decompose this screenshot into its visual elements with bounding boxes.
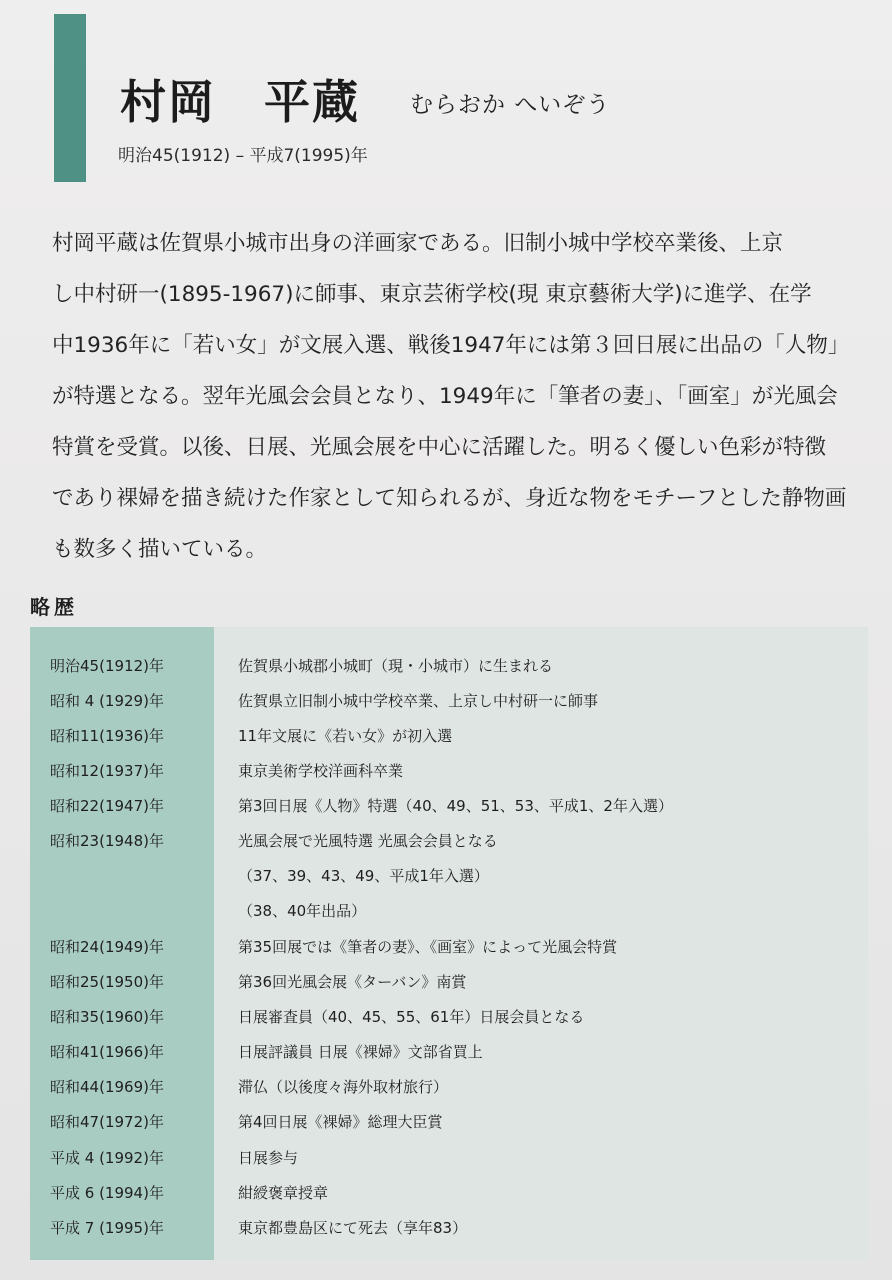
life-dates: 明治45(1912) – 平成7(1995)年 bbox=[118, 146, 368, 166]
biography-line: であり裸婦を描き続けた作家として知られるが、身近な物をモチーフとした静物画 bbox=[52, 486, 847, 511]
accent-bar bbox=[54, 14, 86, 182]
timeline-row bbox=[30, 789, 868, 824]
timeline-row bbox=[30, 894, 868, 929]
timeline-year: 昭和47(1972)年 bbox=[50, 1113, 164, 1131]
timeline-event: 佐賀県小城郡小城町（現・小城市）に生まれる bbox=[238, 657, 554, 675]
timeline-row bbox=[30, 1105, 868, 1140]
timeline-event: 第36回光風会展《ターバン》南賞 bbox=[238, 973, 467, 991]
timeline-row bbox=[30, 754, 868, 789]
timeline-year: 昭和35(1960)年 bbox=[50, 1008, 164, 1026]
timeline-event: 東京美術学校洋画科卒業 bbox=[238, 762, 404, 780]
timeline-year: 昭和11(1936)年 bbox=[50, 727, 164, 745]
timeline-year: 平成 7 (1995)年 bbox=[50, 1219, 164, 1237]
biography-line: し中村研一(1895-1967)に師事、東京芸術学校(現 東京藝術大学)に進学、在学 bbox=[52, 282, 812, 307]
timeline-year: 昭和23(1948)年 bbox=[50, 832, 164, 850]
timeline-event: 東京都豊島区にて死去（享年83） bbox=[238, 1219, 468, 1237]
name-reading: むらおか へいぞう bbox=[410, 92, 611, 118]
timeline-event: 光風会展で光風特選 光風会会員となる bbox=[238, 832, 498, 850]
artist-name: 村岡 平蔵 bbox=[120, 75, 360, 129]
timeline-event: 日展評議員 日展《裸婦》文部省買上 bbox=[238, 1043, 483, 1061]
biography bbox=[52, 218, 862, 575]
timeline-row bbox=[30, 1070, 868, 1105]
biography-line: が特選となる。翌年光風会会員となり、1949年に「筆者の妻」、「画室」が光風会 bbox=[52, 384, 838, 409]
biography-line: も数多く描いている。 bbox=[52, 537, 268, 562]
timeline-row bbox=[30, 824, 868, 859]
timeline-year: 昭和44(1969)年 bbox=[50, 1078, 164, 1096]
timeline-event: 第4回日展《裸婦》総理大臣賞 bbox=[238, 1113, 443, 1131]
timeline-event: 日展審査員（40、45、55、61年）日展会員となる bbox=[238, 1008, 585, 1026]
timeline-year: 昭和 4 (1929)年 bbox=[50, 692, 164, 710]
timeline-year: 昭和25(1950)年 bbox=[50, 973, 164, 991]
timeline-year: 明治45(1912)年 bbox=[50, 657, 164, 675]
timeline-year: 平成 4 (1992)年 bbox=[50, 1149, 164, 1167]
timeline-year: 昭和22(1947)年 bbox=[50, 797, 164, 815]
timeline-event: （38、40年出品） bbox=[238, 902, 367, 920]
timeline-event: 第3回日展《人物》特選（40、49、51、53、平成1、2年入選） bbox=[238, 797, 673, 815]
biography-line: 中1936年に「若い女」が文展入選、戦後1947年には第３回日展に出品の「人物」 bbox=[52, 333, 850, 358]
timeline-row bbox=[30, 859, 868, 894]
timeline-event: （37、39、43、49、平成1年入選） bbox=[238, 867, 489, 885]
timeline-year: 平成 6 (1994)年 bbox=[50, 1184, 164, 1202]
timeline-event: 11年文展に《若い女》が初入選 bbox=[238, 727, 453, 745]
timeline-event: 日展参与 bbox=[238, 1149, 299, 1167]
timeline-row bbox=[30, 684, 868, 719]
timeline-row bbox=[30, 965, 868, 1000]
timeline-row bbox=[30, 1000, 868, 1035]
timeline-row bbox=[30, 719, 868, 754]
timeline-event: 佐賀県立旧制小城中学校卒業、上京し中村研一に師事 bbox=[238, 692, 599, 710]
timeline-row bbox=[30, 1176, 868, 1211]
timeline-row bbox=[30, 1141, 868, 1176]
timeline-row bbox=[30, 1035, 868, 1070]
timeline-year: 昭和12(1937)年 bbox=[50, 762, 164, 780]
timeline-title: 略歴 bbox=[30, 595, 78, 619]
timeline-row bbox=[30, 930, 868, 965]
biography-line: 村岡平蔵は佐賀県小城市出身の洋画家である。旧制小城中学校卒業後、上京 bbox=[52, 231, 784, 256]
timeline-event: 紺綬褒章授章 bbox=[238, 1184, 329, 1202]
timeline-event: 滞仏（以後度々海外取材旅行） bbox=[238, 1078, 449, 1096]
biography-line: 特賞を受賞。以後、日展、光風会展を中心に活躍した。明るく優しい色彩が特徴 bbox=[52, 435, 827, 460]
timeline-event: 第35回展では《筆者の妻》、《画室》によって光風会特賞 bbox=[238, 938, 618, 956]
timeline-row bbox=[30, 1211, 868, 1246]
timeline-table bbox=[30, 627, 868, 1260]
timeline-year: 昭和41(1966)年 bbox=[50, 1043, 164, 1061]
timeline-row bbox=[30, 649, 868, 684]
timeline-year: 昭和24(1949)年 bbox=[50, 938, 164, 956]
